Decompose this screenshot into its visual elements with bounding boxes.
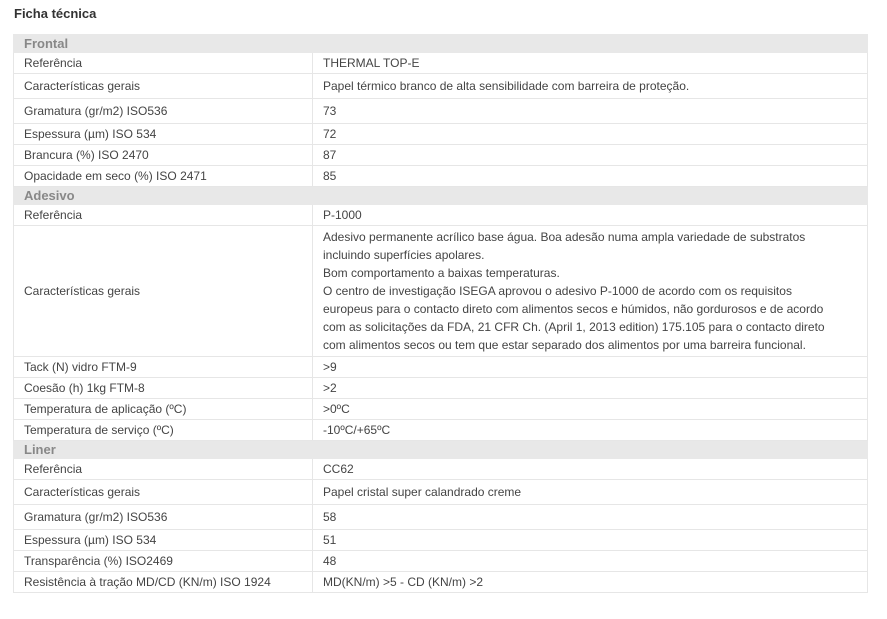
row-value: >0ºC [313, 399, 868, 420]
row-value: MD(KN/m) >5 - CD (KN/m) >2 [313, 572, 868, 593]
table-row [14, 459, 868, 480]
value-line: O centro de investigação ISEGA aprovou o adesivo P-1000 de acordo com os requisitos [323, 284, 792, 298]
row-label: Coesão (h) 1kg FTM-8 [14, 378, 313, 399]
row-label: Espessura (µm) ISO 534 [14, 124, 313, 145]
section-title: Liner [14, 441, 868, 459]
spec-table [13, 34, 868, 593]
row-value: 73 [313, 99, 868, 124]
table-row [14, 226, 868, 357]
row-label: Transparência (%) ISO2469 [14, 551, 313, 572]
table-row [14, 205, 868, 226]
page-title: Ficha técnica [14, 6, 97, 21]
table-row [14, 166, 868, 187]
row-value: 51 [313, 530, 868, 551]
row-value: Papel cristal super calandrado creme [313, 480, 868, 505]
section-title: Frontal [14, 35, 868, 53]
row-value: THERMAL TOP-E [313, 53, 868, 74]
row-value: 85 [313, 166, 868, 187]
row-label: Espessura (µm) ISO 534 [14, 530, 313, 551]
table-row [14, 572, 868, 593]
row-label: Brancura (%) ISO 2470 [14, 145, 313, 166]
value-line: incluindo superfícies apolares. [323, 248, 485, 262]
section-header-adesivo [14, 187, 868, 205]
row-label: Características gerais [14, 480, 313, 505]
table-row [14, 145, 868, 166]
table-row [14, 530, 868, 551]
table-row [14, 124, 868, 145]
table-row [14, 505, 868, 530]
table-row [14, 551, 868, 572]
table-row [14, 99, 868, 124]
row-label: Gramatura (gr/m2) ISO536 [14, 99, 313, 124]
row-value: 58 [313, 505, 868, 530]
table-row [14, 357, 868, 378]
value-line: Bom comportamento a baixas temperaturas. [323, 266, 560, 280]
section-title: Adesivo [14, 187, 868, 205]
row-label: Características gerais [14, 226, 313, 357]
value-line: europeus para o contacto direto com alimentos secos e húmidos, não gordurosos e de acordo [323, 302, 824, 316]
table-row [14, 420, 868, 441]
row-value: >2 [313, 378, 868, 399]
row-value: >9 [313, 357, 868, 378]
row-value-multiline [313, 226, 868, 357]
table-row [14, 399, 868, 420]
row-label: Características gerais [14, 74, 313, 99]
row-value: P-1000 [313, 205, 868, 226]
table-row [14, 378, 868, 399]
table-row [14, 480, 868, 505]
table-row [14, 74, 868, 99]
row-label: Tack (N) vidro FTM-9 [14, 357, 313, 378]
row-value: 87 [313, 145, 868, 166]
value-line: Adesivo permanente acrílico base água. Boa adesão numa ampla variedade de substratos [323, 230, 806, 244]
table-row [14, 53, 868, 74]
row-label: Gramatura (gr/m2) ISO536 [14, 505, 313, 530]
row-value: Papel térmico branco de alta sensibilidade com barreira de proteção. [313, 74, 868, 99]
value-line: com as solicitações da FDA, 21 CFR Ch. (April 1, 2013 edition) 175.105 para o contacto direto [323, 320, 825, 334]
row-label: Temperatura de serviço (ºC) [14, 420, 313, 441]
section-header-frontal [14, 35, 868, 53]
row-value: 72 [313, 124, 868, 145]
row-label: Opacidade em seco (%) ISO 2471 [14, 166, 313, 187]
section-header-liner [14, 441, 868, 459]
row-label: Referência [14, 459, 313, 480]
row-value: 48 [313, 551, 868, 572]
row-label: Referência [14, 205, 313, 226]
row-value: -10ºC/+65ºC [313, 420, 868, 441]
value-line: com alimentos secos ou tem que estar separado dos alimentos por uma barreira funcional. [323, 338, 806, 352]
row-label: Referência [14, 53, 313, 74]
row-label: Resistência à tração MD/CD (KN/m) ISO 1924 [14, 572, 313, 593]
row-label: Temperatura de aplicação (ºC) [14, 399, 313, 420]
row-value: CC62 [313, 459, 868, 480]
